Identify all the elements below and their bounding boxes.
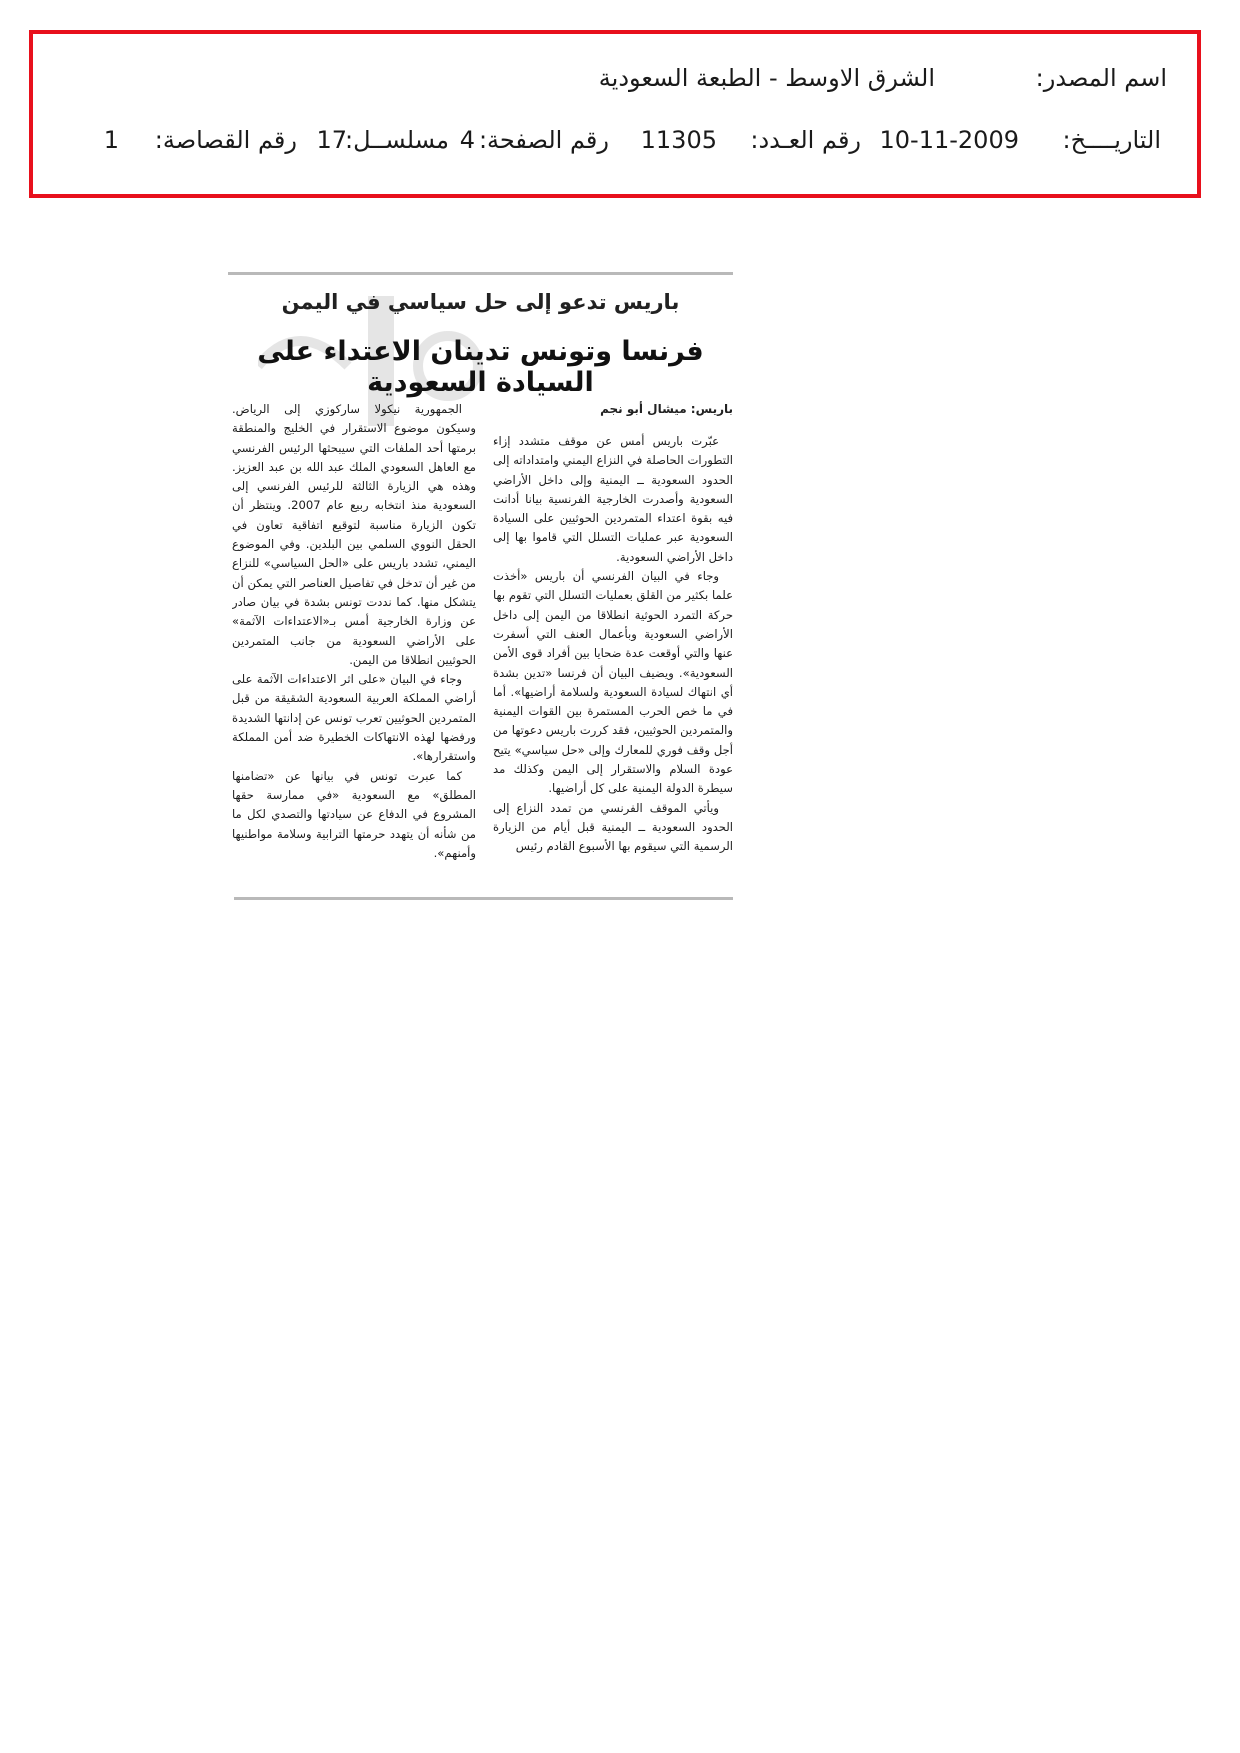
paragraph: عبّرت باريس أمس عن موقف متشدد إزاء التطورات الحاصلة في النزاع اليمني وامتداداته إلى الحدود السعودية ــ اليمنية وإلى داخل الأراضي السعودية وأصدرت الخارجية الفرنسية بيانا أدانت فيه بقوة اعتداء المتمردين الحوثيين على السيادة السعودية عبر عمليات التسلل التي قاموا بها إلى داخل الأراضي السعودية. [493, 434, 733, 564]
paragraph: وجاء في البيان الفرنسي أن باريس «أخذت علما بكثير من القلق بعمليات التسلل التي تقوم بها حركة التمرد الحوثية انطلاقا من اليمن إلى داخل الأراضي السعودية وبأعمال العنف التي أسفرت عنها والتي أوقعت عدة ضحايا بين أفراد قوى الأمن السعودية». ويضيف البيان أن فرنسا «تدين بشدة أي انتهاك لسيادة السعودية ولسلامة أراضيها». أما في ما خص الحرب المستمرة بين القوات اليمنية والمتمردين الحوثيين، فقد كررت باريس دعوتها من أجل وقف فوري للمعارك وإلى «حل سياسي» يتيح عودة السلام والاستقرار إلى اليمن وكذلك مد سيطرة الدولة اليمنية على كل أراضيها. [493, 569, 733, 796]
article-byline: باريس: ميشال أبو نجم [600, 402, 733, 416]
date-value: 10-11-2009 [879, 126, 1019, 154]
article-column-1 [493, 432, 733, 884]
top-rule [228, 272, 733, 275]
bottom-rule [234, 897, 733, 900]
date-label: التاريــــخ: [1062, 126, 1161, 154]
paragraph: الجمهورية نيكولا ساركوزي إلى الرياض. وسيكون موضوع الاستقرار في الخليج والمنطقة برمتها أحد الملفات التي سيبحثها الرئيس الفرنسي مع العاهل السعودي الملك عبد الله بن عبد العزيز. وهذه هي الزيارة الثالثة للرئيس الفرنسي إلى السعودية منذ انتخابه ربيع عام 2007. وينتظر أن تكون الزيارة مناسبة لتوقيع اتفاقية تعاون في الحقل النووي السلمي بين البلدين. وفي الموضوع اليمني، تشدد باريس على «الحل السياسي» للنزاع من غير أن تدخل في تفاصيل العناصر التي يمكن أن يتشكل منها. كما نددت تونس بشدة في بيان صادر عن وزارة الخارجية أمس بـ«الاعتداءات الآثمة» على الأراضي السعودية من جانب المتمردين الحوثيين انطلاقا من اليمن. [232, 402, 476, 667]
issue-label: رقم العـدد: [750, 126, 861, 154]
article-column-2 [232, 400, 476, 884]
clip-value: 1 [103, 126, 119, 154]
paragraph: ويأتي الموقف الفرنسي من تمدد النزاع إلى الحدود السعودية ــ اليمنية قبل أيام من الزيارة الرسمية التي سيقوم بها الأسبوع القادم رئيس [493, 800, 733, 854]
paragraph: وجاء في البيان «على اثر الاعتداءات الآثمة على أراضي المملكة العربية السعودية الشقيقة من قبل المتمردين الحوثيين تعرب تونس عن إدانتها الشديدة ورفضها لهذه الانتهاكات الخطيرة ضد أمن المملكة واستقرارها». [232, 672, 476, 764]
serial-value: 17 [316, 126, 347, 154]
metadata-frame [29, 30, 1201, 198]
article-headline: فرنسا وتونس تدينان الاعتداء على السيادة السعودية [257, 336, 704, 398]
page-label: رقم الصفحة: [478, 126, 609, 154]
issue-value: 11305 [640, 126, 717, 154]
serial-label: مسلســل: [345, 126, 449, 154]
clip-label: رقم القصاصة: [154, 126, 297, 154]
article-kicker: باريس تدعو إلى حل سياسي في اليمن [281, 290, 680, 314]
details-row [33, 126, 1197, 160]
source-label: اسم المصدر: [1035, 64, 1167, 92]
paragraph: كما عبرت تونس في بيانها عن «تضامنها المطلق» مع السعودية «في ممارسة حقها المشروع في الدفاع عن سيادتها والتصدي لكل ما من شأنه أن يتهدد حرمتها الترابية وسلامة مواطنيها وأمنهم». [232, 768, 476, 860]
article-clipping [228, 272, 733, 900]
page-value: 4 [459, 126, 475, 154]
source-value: الشرق الاوسط - الطبعة السعودية [598, 64, 935, 92]
source-row [33, 64, 1197, 98]
